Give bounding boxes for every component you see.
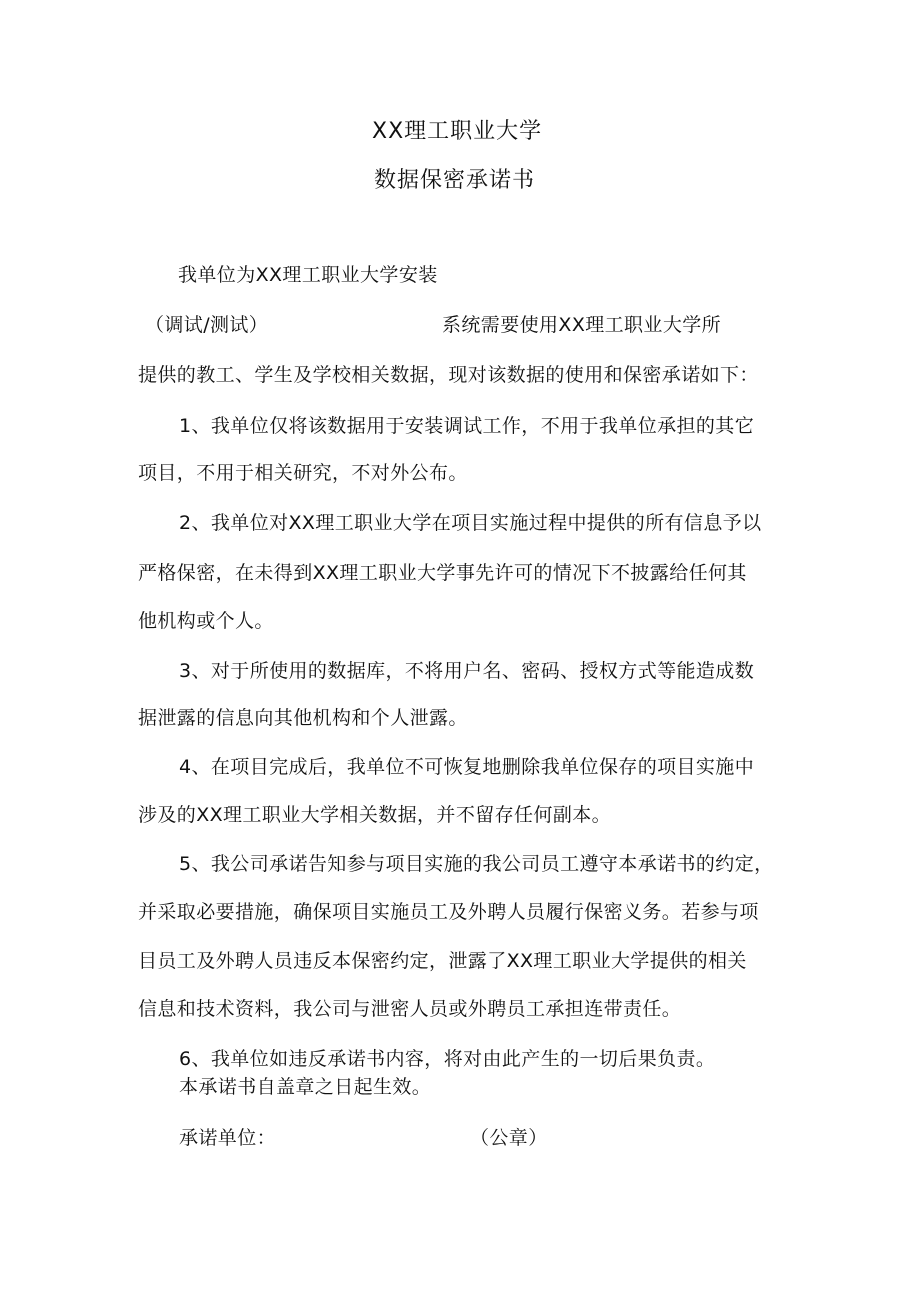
institution-title: XX理工职业大学 (372, 119, 543, 144)
clause-2-line-3: 他机构或个人。 (138, 610, 274, 632)
clause-1-line-1: 1、我单位仅将该数据用于安装调试工作，不用于我单位承担的其它 (179, 415, 755, 437)
clause-1-line-2: 项目，不用于相关研究，不对外公布。 (138, 462, 468, 484)
intro-line-3: 提供的教工、学生及学校相关数据，现对该数据的使用和保密承诺如下： (138, 364, 759, 386)
intro-test-type-label: （调试/测试） (145, 314, 269, 336)
signature-unit-label: 承诺单位： (179, 1127, 277, 1149)
clause-3-line-1: 3、对于所使用的数据库，不将用户名、密码、授权方式等能造成数 (179, 660, 755, 682)
intro-line-2-right: 系统需要使用XX理工职业大学所 (442, 314, 722, 336)
clause-2-line-2: 严格保密，在未得到XX理工职业大学事先许可的情况下不披露给任何其 (138, 562, 747, 584)
clause-6-line-1: 6、我单位如违反承诺书内容，将对由此产生的一切后果负责。 (179, 1048, 716, 1070)
clause-4-line-2: 涉及的XX理工职业大学相关数据，并不留存任何副本。 (138, 804, 612, 826)
clause-3-line-2: 据泄露的信息向其他机构和个人泄露。 (138, 707, 468, 729)
document-title: 数据保密承诺书 (374, 168, 536, 193)
clause-4-line-1: 4、在项目完成后，我单位不可恢复地删除我单位保存的项目实施中 (179, 756, 755, 778)
effective-statement: 本承诺书自盖章之日起生效。 (179, 1076, 432, 1098)
clause-5-line-4: 信息和技术资料，我公司与泄密人员或外聘员工承担连带责任。 (138, 998, 682, 1020)
clause-5-line-1: 5、我公司承诺告知参与项目实施的我公司员工遵守本承诺书的约定， (179, 853, 774, 875)
clause-2-line-1: 2、我单位对XX理工职业大学在项目实施过程中提供的所有信息予以 (179, 512, 762, 534)
clause-5-line-3: 目员工及外聘人员违反本保密约定，泄露了XX理工职业大学提供的相关 (138, 950, 747, 972)
intro-line-1: 我单位为XX理工职业大学安装 (178, 264, 438, 286)
clause-5-line-2: 并采取必要措施，确保项目实施员工及外聘人员履行保密义务。若参与项 (138, 901, 759, 923)
signature-seal-label: （公章） (470, 1127, 548, 1149)
